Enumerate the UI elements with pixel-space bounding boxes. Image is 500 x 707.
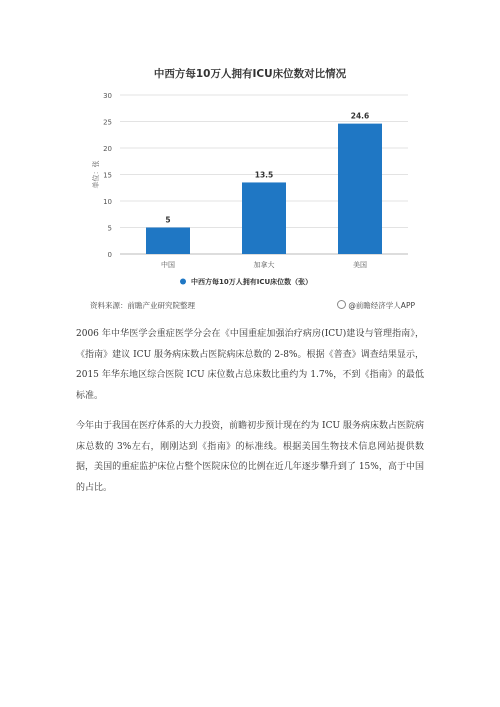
publisher-logo-icon [337,300,346,309]
y-tick-label: 15 [103,171,112,180]
source-note: 资料来源：前瞻产业研究院整理 [90,301,195,310]
y-tick-label: 5 [107,224,112,233]
chart-title: 中西方每10万人拥有ICU床位数对比情况 [153,68,347,80]
y-tick-label: 25 [103,118,112,127]
bar [146,228,190,255]
bar-chart [80,52,420,297]
publisher-credit-text: @前瞻经济学人APP [348,301,415,310]
data-label: 24.6 [350,111,370,121]
x-tick-label: 美国 [353,261,367,269]
x-tick-label: 加拿大 [253,261,275,269]
source-row [90,300,415,314]
data-label: 5 [165,215,171,225]
x-tick-label: 中国 [161,261,175,269]
y-axis-label: 单位：张 [92,160,100,189]
y-tick-label: 20 [103,145,112,153]
publisher-credit [337,300,415,311]
bar [242,182,286,254]
legend-label: 中西方每10万人拥有ICU床位数（张） [191,278,313,286]
chart-figure [80,52,420,322]
legend-marker [180,279,186,285]
y-tick-label: 0 [107,251,112,259]
bar [338,124,382,254]
body-paragraph-1: 2006 年中华医学会重症医学分会在《中国重症加强治疗病房(ICU)建设与管理指南》，《指南》建议 ICU 服务病床数占医院病床总数的 2-8%。根据《普查》调查结果显示，2015 年华东地区综合医院 ICU 床位数占总床数比重约为 1.7%，不到《指南》的最低标准。 [76,329,424,401]
y-tick-label: 10 [103,198,112,206]
body-paragraph-2: 今年由于我国在医疗体系的大力投资，前瞻初步预计现在约为 ICU 服务病床数占医院病床总数的 3%左右，刚刚达到《指南》的标准线。根据美国生物技术信息网站提供数据，美国的重症监护床位占整个医院床位的比例在近几年逐步攀升到了 15%，高于中国的占比。 [76,421,424,493]
data-label: 13.5 [254,170,274,180]
y-tick-label: 30 [103,92,112,100]
